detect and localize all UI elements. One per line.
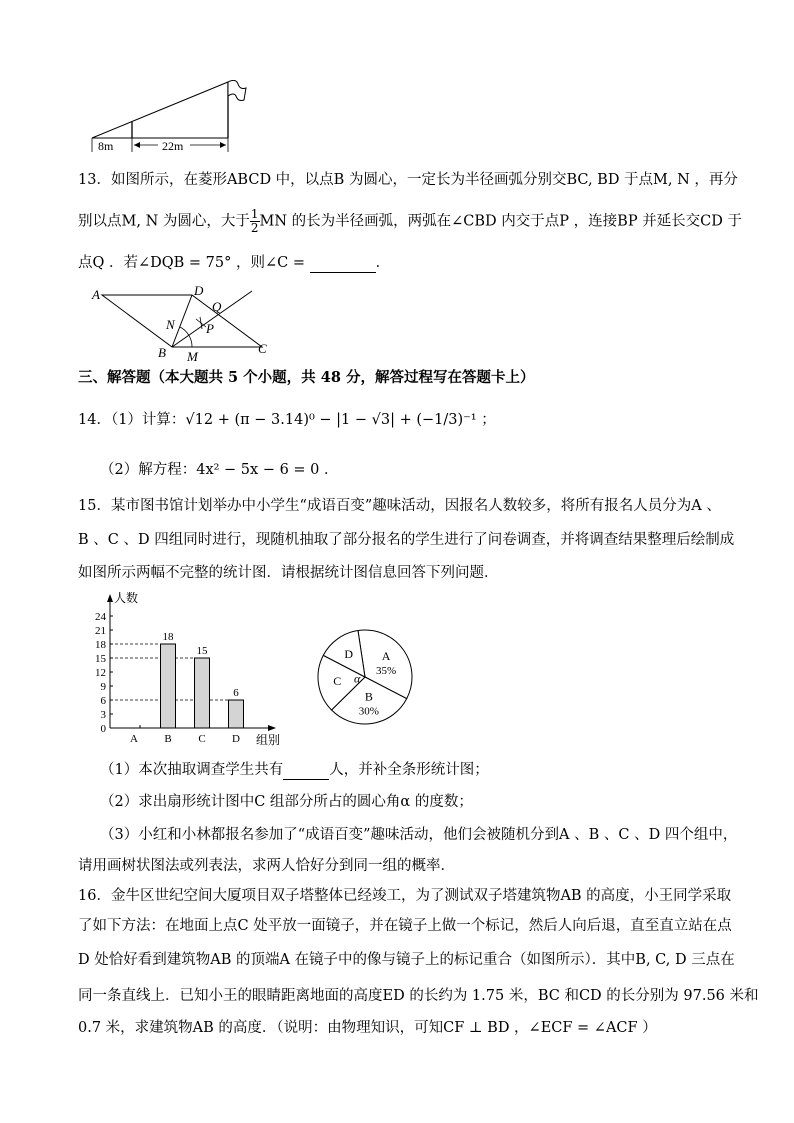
q16-line4: 同一条直线上．已知小王的眼睛距离地面的高度ED 的长约为 1.75 米，BC 和CD 的长分别为 97.56 米和: [78, 988, 759, 1004]
q15-sub3b: 请用画树状图法或列表法，求两人恰好分到同一组的概率．: [78, 858, 455, 874]
q13-line3: 点Q ．若∠DQB = 75° ，则∠C = ．: [78, 255, 391, 271]
rhombus-label-n: N: [166, 317, 175, 332]
pie-percent-A: 35%: [376, 664, 397, 677]
bar-value-label-B: 18: [162, 631, 174, 643]
bar-y-tick-label: 9: [100, 681, 106, 693]
q15-line1: 15．某市图书馆计划举办中小学生“成语百变”趣味活动，因报名人数较多，将所有报名人员分为A 、: [78, 498, 721, 514]
rhombus-label-p: P: [206, 321, 214, 336]
pie-label-B: B: [364, 689, 373, 704]
bar-y-tick-label: 18: [95, 639, 106, 651]
q13-line2: [78, 208, 742, 235]
bar-category-A: A: [130, 733, 138, 745]
q14-part1: 14．（1）计算：√12 + (π − 3.14)⁰ − |1 − √3| + (−1/3)⁻¹ ；: [78, 412, 496, 428]
q13-line2-b: MN 的长为半径画弧，两弧在∠CBD 内交于点P ，连接BP 并延长交CD 于: [259, 213, 743, 230]
bar-B: [161, 644, 176, 728]
rhombus-label-c: C: [258, 341, 267, 356]
bar-y-axis-arrow: [107, 594, 113, 602]
section3-title: 三、解答题（本大题共 5 个小题，共 48 分，解答过程写在答题卡上）: [78, 369, 535, 386]
q16-line2: 了如下方法：在地面上点C 处平放一面镜子，并在镜子上做一个标记，然后人向后退，直至直立站在点: [78, 918, 732, 934]
bar-y-label: 人数: [114, 592, 139, 605]
q15-answer-blank[interactable]: [283, 779, 329, 780]
rhombus-label-d: D: [194, 283, 204, 298]
rhombus-label-m: M: [187, 349, 198, 363]
q16-line5: 0.7 米，求建筑物AB 的高度．（说明：由物理知识，可知CF ⊥ BD ，∠ECF = ∠ACF ）: [78, 1020, 657, 1036]
bar-y-tick-label: 3: [100, 709, 106, 721]
bar-y-tick-label: 0: [100, 723, 106, 735]
q15-sub1: （1）本次抽取调查学生共有 人，并补全条形统计图；: [100, 762, 489, 778]
pie-label-A: A: [381, 648, 391, 663]
bar-category-D: D: [232, 733, 240, 745]
bar-y-tick-label: 24: [95, 611, 106, 623]
rhombus-label-b: B: [158, 345, 166, 360]
bar-y-tick-label: 21: [95, 625, 106, 637]
bar-x-axis-arrow: [268, 725, 276, 731]
q15-line2: B 、C 、D 四组同时进行，现随机抽取了部分报名的学生进行了问卷调查，并将调查结果整理后绘制成: [78, 532, 735, 548]
q13-line1: 13．如图所示，在菱形ABCD 中，以点B 为圆心，一定长为半径画弧分别交BC, BD 于点M, N ，再分: [78, 172, 738, 188]
pie-percent-B: 30%: [358, 705, 379, 718]
bar-category-B: B: [164, 733, 172, 745]
pie-chart: [310, 622, 420, 732]
q15-sub3a: （3）小红和小林都报名参加了“成语百变”趣味活动，他们会被随机分到A 、B 、C 、D 四个组中，: [100, 827, 738, 843]
rhombus-label-q: Q: [212, 299, 222, 314]
pie-angle-alpha: α: [353, 671, 361, 686]
q13-line2-a: 别以点M, N 为圆心，大于: [78, 213, 250, 230]
bar-value-label-C: 15: [196, 645, 208, 657]
q13-answer-blank[interactable]: [310, 272, 376, 273]
pie-label-C: C: [333, 674, 342, 689]
bar-chart: [84, 592, 294, 752]
bar-y-tick-label: 15: [95, 653, 106, 665]
pie-label-D: D: [344, 647, 354, 662]
rhombus-label-a: A: [92, 287, 100, 302]
q15-sub2: （2）求出扇形统计图中C 组部分所占的圆心角α 的度数；: [100, 794, 473, 810]
rhombus-figure: [88, 283, 268, 363]
q16-line1: 16．金牛区世纪空间大厦项目双子塔整体已经竣工，为了测试双子塔建筑物AB 的高度，小王同学采取: [78, 888, 732, 904]
q15-line3: 如图所示两幅不完整的统计图．请根据统计图信息回答下列问题．: [78, 565, 499, 581]
bar-value-label-D: 6: [233, 687, 239, 699]
bar-D: [229, 700, 244, 728]
flag-label-left: 8m: [98, 139, 114, 153]
q16-line3: D 处恰好看到建筑物AB 的顶端A 在镜子中的像与镜子上的标记重合（如图所示）．其中B, C, D 三点在: [78, 952, 735, 968]
flag-figure: [88, 80, 258, 155]
q13-fraction: $\frac{1}{2}$: [250, 207, 259, 235]
bar-category-C: C: [198, 733, 206, 745]
bar-C: [195, 658, 210, 728]
q14-part2: （2）解方程：4x² − 5x − 6 = 0 ．: [100, 462, 339, 478]
bar-x-label: 组别: [256, 733, 281, 747]
bar-y-tick-label: 12: [95, 667, 106, 679]
flag-label-right: 22m: [162, 139, 184, 153]
bar-y-tick-label: 6: [100, 695, 106, 707]
